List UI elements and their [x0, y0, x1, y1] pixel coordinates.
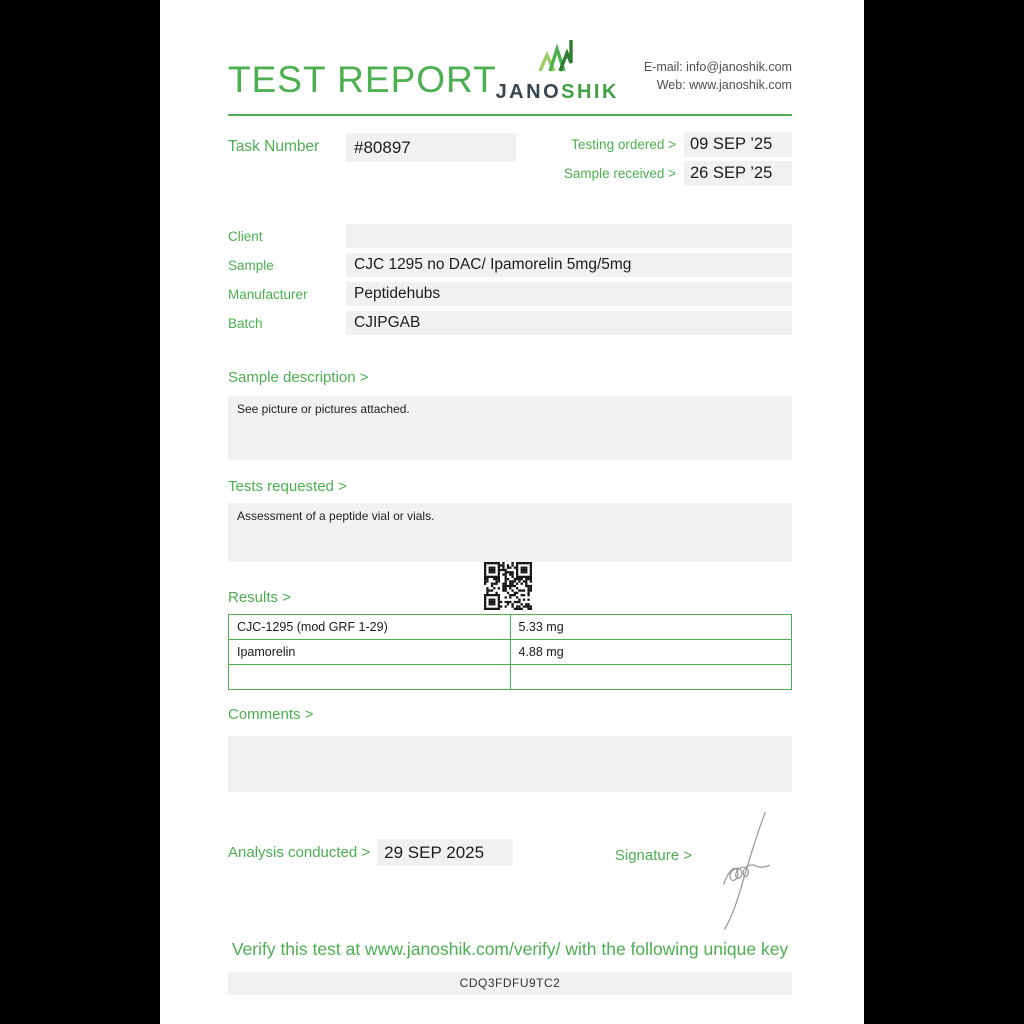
batch-value: CJIPGAB: [346, 311, 792, 335]
contact-block: [644, 59, 792, 102]
analysis-conducted-label: Analysis conducted >: [228, 844, 371, 861]
client-value: [346, 224, 792, 248]
table-row: [229, 640, 792, 665]
logo-text-jano: JANO: [495, 81, 562, 103]
result-name: Ipamorelin: [229, 640, 511, 665]
report-header: [228, 0, 792, 102]
comments-heading: Comments >: [228, 706, 314, 723]
sample-received-label: Sample received >: [563, 166, 676, 181]
sample-info-section: [228, 224, 792, 335]
growth-chart-icon: [534, 63, 580, 80]
info-row-client: [228, 224, 792, 248]
results-table: [228, 614, 792, 690]
testing-ordered-date: 09 SEP ’25: [684, 132, 792, 157]
analysis-conducted-row: [228, 839, 513, 866]
table-row: [229, 665, 792, 690]
sample-label: Sample: [228, 257, 274, 273]
tests-requested-text: Assessment of a peptide vial or vials.: [228, 503, 792, 562]
page-title: TEST REPORT: [228, 59, 497, 100]
signature-image: [706, 809, 790, 931]
result-value: 4.88 mg: [510, 640, 792, 665]
sample-received-date: 26 SEP ’25: [684, 161, 792, 186]
logo-wordmark: [496, 82, 619, 102]
results-header: [228, 562, 792, 614]
client-label: Client: [228, 228, 263, 244]
task-section: [228, 132, 792, 186]
signature-label: Signature >: [614, 847, 692, 864]
sample-value: CJC 1295 no DAC/ Ipamorelin 5mg/5mg: [346, 253, 792, 277]
testing-ordered-label: Testing ordered >: [571, 137, 676, 152]
header-divider: [228, 114, 792, 116]
contact-email: E-mail: info@janoshik.com: [643, 60, 792, 74]
task-number-label: Task Number: [228, 138, 320, 155]
result-name: CJC-1295 (mod GRF 1-29): [229, 615, 511, 640]
logo-text-shik: SHIK: [561, 81, 619, 103]
footer-section: [228, 809, 792, 931]
manufacturer-value: Peptidehubs: [346, 282, 792, 306]
result-value: [510, 665, 792, 690]
result-value: 5.33 mg: [510, 615, 792, 640]
sample-received-row: [564, 161, 792, 186]
batch-label: Batch: [228, 315, 263, 331]
info-row-batch: [228, 311, 792, 335]
test-report-page: [160, 0, 864, 1024]
comments-text: [228, 736, 792, 792]
sample-description-heading: Sample description >: [228, 369, 369, 386]
contact-web: Web: www.janoshik.com: [656, 77, 792, 92]
qr-code: [484, 562, 532, 610]
task-number-value: #80897: [346, 133, 516, 162]
unique-key: CDQ3FDFU9TC2: [228, 972, 792, 995]
janoshik-logo: [496, 36, 619, 102]
table-row: [229, 615, 792, 640]
info-row-sample: [228, 253, 792, 277]
manufacturer-label: Manufacturer: [228, 286, 308, 302]
sample-description-text: See picture or pictures attached.: [228, 396, 792, 460]
testing-ordered-row: [564, 132, 792, 157]
result-name: [229, 665, 511, 690]
verify-instruction: Verify this test at www.janoshik.com/verify/ with the following unique key: [231, 939, 789, 959]
info-row-manufacturer: [228, 282, 792, 306]
analysis-conducted-date: 29 SEP 2025: [377, 839, 513, 866]
results-heading: Results >: [228, 589, 291, 606]
tests-requested-heading: Tests requested >: [228, 478, 347, 495]
